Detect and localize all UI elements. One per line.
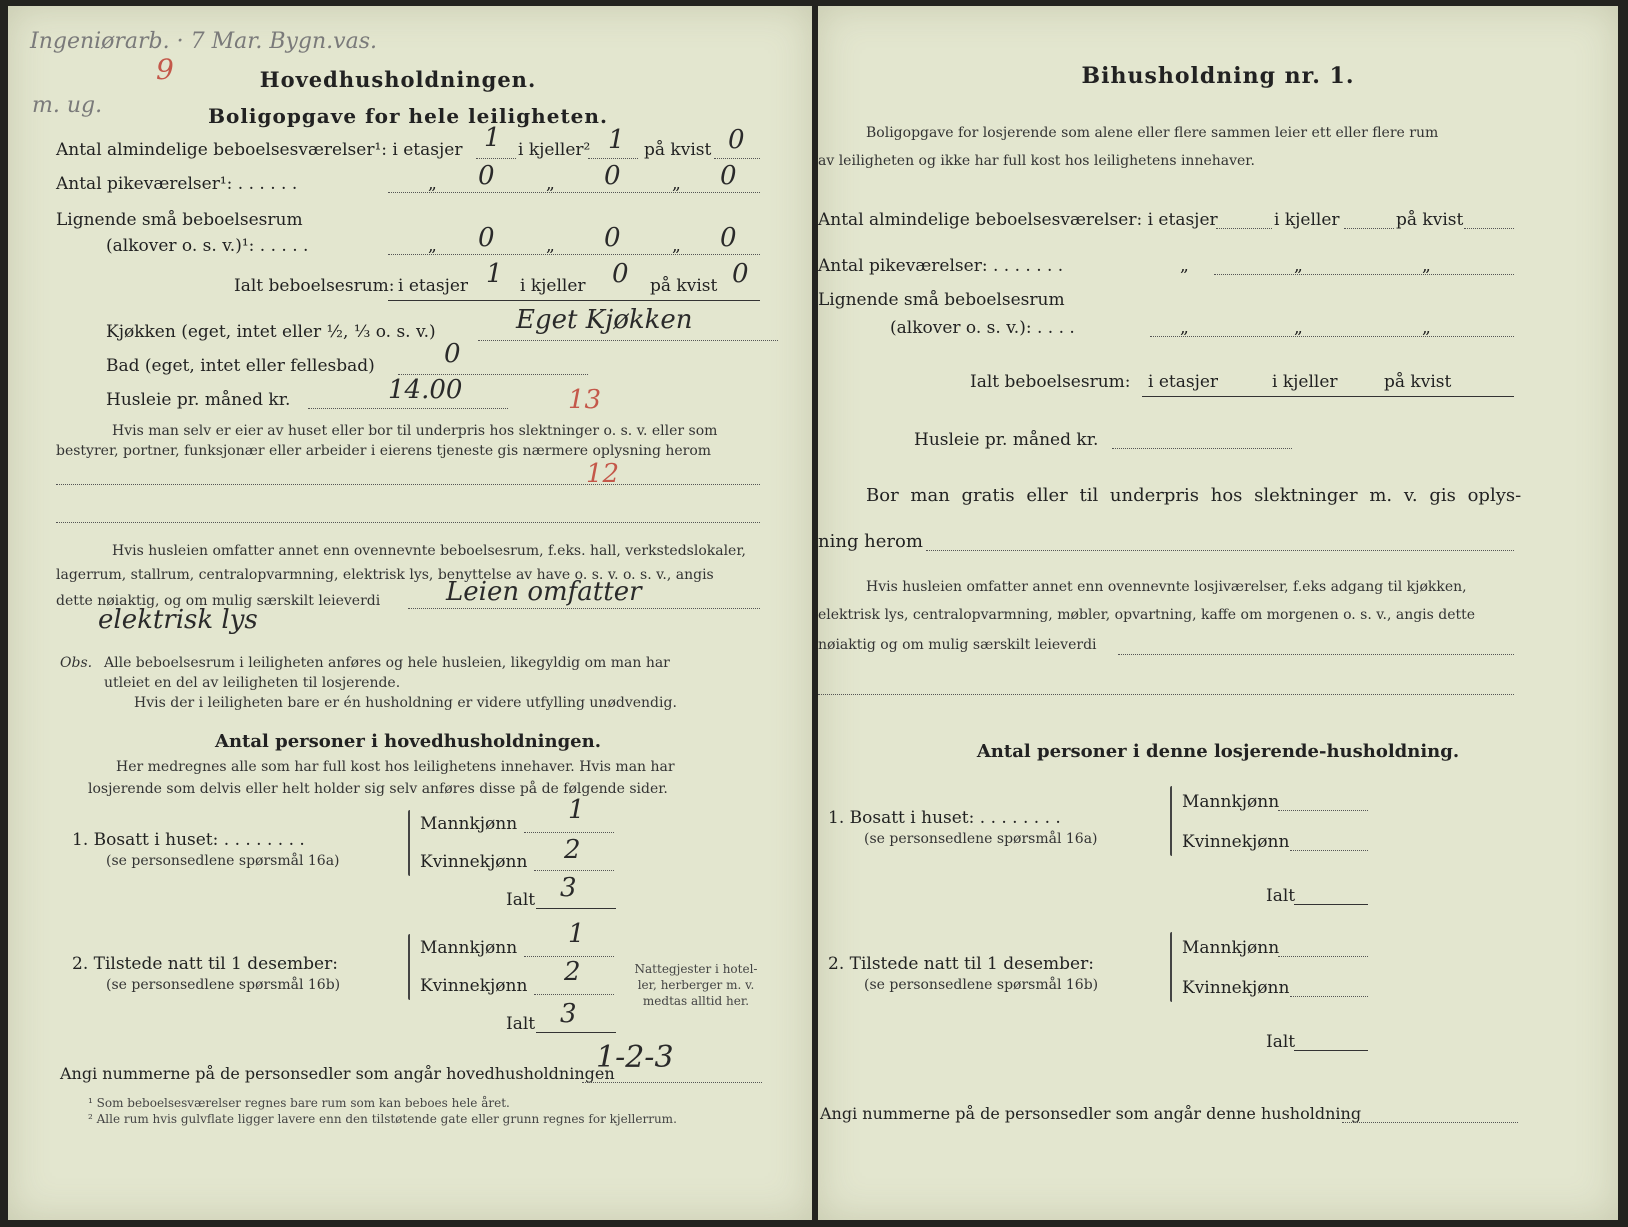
pike-label: Antal pikeværelser¹: . . . . . . <box>56 174 298 194</box>
lign-label: Lignende små beboelsesrum <box>56 210 303 230</box>
q1-kvinne-value: 2 <box>564 835 581 865</box>
red-mark-2: 12 <box>586 459 620 489</box>
page-title: Hovedhusholdningen. <box>259 67 537 92</box>
pike-value-1: 0 <box>478 161 495 191</box>
red-number: 9 <box>156 53 174 86</box>
kvist-label: på kvist <box>644 140 712 160</box>
kjokken-label: Kjøkken (eget, intet eller ½, ⅓ o. s. v.) <box>106 322 436 342</box>
omfatter-text-2: lagerrum, stallrum, centralopvarmning, elektrisk lys, benyttelse av have o. s. v. o. s. v., angis <box>56 567 714 583</box>
lign-label: Lignende små beboelsesrum <box>818 290 1065 310</box>
pencil-note-2: m. ug. <box>32 93 103 118</box>
q1-mann-value: 1 <box>568 795 585 825</box>
red-mark: 13 <box>568 385 602 415</box>
persons-title: Antal personer i denne losjerende-husholdning. <box>976 741 1460 762</box>
omfatter-text: Hvis husleien omfatter annet enn ovennevnte beboelsesrum, f.eks. hall, verkstedslokaler, <box>112 543 746 559</box>
gratis-text-2: ning herom <box>818 531 923 552</box>
q2-kvinne-value: 2 <box>564 957 581 987</box>
pike-label: Antal pikeværelser: . . . . . . . <box>818 256 1064 276</box>
nattegjester-note: Nattegjester i hotel- <box>634 962 758 976</box>
pike-value-3: 0 <box>720 161 737 191</box>
obs-text: Alle beboelsesrum i leiligheten anføres og hele husleien, likegyldig om man har <box>104 655 670 671</box>
lign-value-3: 0 <box>720 223 737 253</box>
rooms-kjeller-value: 1 <box>608 125 625 155</box>
rooms-etasjer-value: 1 <box>484 123 501 153</box>
husleie-label: Husleie pr. måned kr. <box>914 430 1099 450</box>
ialt-label: Ialt beboelsesrum: <box>234 276 395 296</box>
intro-text: Boligopgave for losjerende som alene eller flere sammen leier ett eller flere rum <box>866 125 1439 141</box>
omfatter-value-2: elektrisk lys <box>98 605 258 635</box>
rooms-label: Antal almindelige beboelsesværelser: i etasjer <box>818 210 1218 230</box>
q1-sub: (se personsedlene spørsmål 16a) <box>864 831 1098 847</box>
persons-text-2: losjerende som delvis eller helt holder sig selv anføres disse på de følgende sider. <box>88 781 668 797</box>
q1-sub: (se personsedlene spørsmål 16a) <box>106 853 340 869</box>
q2-sub: (se personsedlene spørsmål 16b) <box>106 977 341 993</box>
nummerne-label: Angi nummerne på de personsedler som angår hovedhusholdningen <box>60 1064 615 1083</box>
lign-label-2: (alkover o. s. v.)¹: . . . . . <box>106 236 309 256</box>
eier-text-2: bestyrer, portner, funksjonær eller arbeider i eierens tjeneste gis nærmere oplysning herom <box>56 443 712 459</box>
nummerne-value: 1-2-3 <box>596 1040 674 1075</box>
lign-value-1: 0 <box>478 223 495 253</box>
q2-mann-value: 1 <box>568 919 585 949</box>
q2-ialt-value: 3 <box>560 999 577 1029</box>
ialt-etasjer-value: 1 <box>486 259 503 289</box>
pike-value-2: 0 <box>604 161 621 191</box>
pencil-note: Ingeniørarb. · 7 Mar. Bygn.vas. <box>30 29 378 54</box>
ialt-label: Ialt beboelsesrum: <box>970 372 1131 392</box>
ialt-kjeller-value: 0 <box>612 259 629 289</box>
ialt-kvist-value: 0 <box>732 259 749 289</box>
right-page: Bihusholdning nr. 1. Boligopgave for losjerende som alene eller flere sammen leier ett eller flere rum av leiligheten og ikke har full kost hos leilighetens innehaver. Antal almindelige beboelsesværelser: i etasjer i kjeller på kvist Antal pikeværelser: . . . . . . . „ „ „ Lignende små beboelsesrum (alkover o. s. v.): . . . . „ „ „ Ialt beboelsesrum: i etasjer i kjeller på kvist Husleie pr. måned kr. Bor man gratis eller til underpris hos slektninger m. v. gis oplys- ning herom Hvis husleien omfatter annet enn ovennevnte losjiværelser, f.eks adgang til kjøkken, elektrisk lys, centralopvarmning, møbler, opvartning, kaffe om morgenen o. s. v., angis dette nøiaktig og om mulig særskilt leieverdi Antal personer i denne losjerende-husholdning. 1. Bosatt i huset: . . . . . . . . (se personsedlene spørsmål 16a) Mannkjønn Kvinnekjønn Ialt 2. Tilstede natt til 1 desember: (se personsedlene spørsmål 16b) Mannkjønn Kvinnekjønn Ialt Angi nummerne på de personsedler som angår denne husholdning <box>818 6 1618 1220</box>
rooms-label: Antal almindelige beboelsesværelser¹: i etasjer <box>56 140 463 160</box>
intro-text-2: av leiligheten og ikke har full kost hos leilighetens innehaver. <box>818 153 1255 169</box>
page-subtitle: Boligopgave for hele leiligheten. <box>208 104 608 128</box>
q1-ialt-value: 3 <box>560 873 577 903</box>
omfatter-text-3: dette nøiaktig, og om mulig særskilt leieverdi <box>56 593 381 609</box>
obs-label: Obs. <box>60 655 93 671</box>
q1-label: 1. Bosatt i huset: . . . . . . . . <box>828 808 1061 828</box>
q2-sub: (se personsedlene spørsmål 16b) <box>864 977 1099 993</box>
husleie-value: 14.00 <box>388 375 463 405</box>
bad-value: 0 <box>444 339 461 369</box>
lign-label-2: (alkover o. s. v.): . . . . <box>890 318 1075 338</box>
gratis-text: Bor man gratis eller til underpris hos slektninger m. v. gis oplys- <box>866 485 1522 506</box>
eier-text: Hvis man selv er eier av huset eller bor til underpris hos slektninger o. s. v. eller som <box>112 423 718 439</box>
footnote-1: ¹ Som beboelsesværelser regnes bare rum som kan beboes hele året. <box>88 1096 510 1110</box>
page-title: Bihusholdning nr. 1. <box>1081 63 1355 89</box>
kjeller-label: i kjeller² <box>518 140 591 160</box>
q2-label: 2. Tilstede natt til 1 desember: <box>828 954 1094 974</box>
omfatter-text-3: nøiaktig og om mulig særskilt leieverdi <box>818 637 1097 653</box>
omfatter-text: Hvis husleien omfatter annet enn ovennevnte losjiværelser, f.eks adgang til kjøkken, <box>866 579 1467 595</box>
lign-value-2: 0 <box>604 223 621 253</box>
bad-label: Bad (eget, intet eller fellesbad) <box>106 356 375 376</box>
obs-text-2: utleiet en del av leiligheten til losjerende. <box>104 675 401 691</box>
husleie-label: Husleie pr. måned kr. <box>106 390 291 410</box>
footnote-2: ² Alle rum hvis gulvflate ligger lavere enn den tilstøtende gate eller grunn regnes for kjellerrum. <box>88 1112 677 1126</box>
obs-text-3: Hvis der i leiligheten bare er én husholdning er videre utfylling unødvendig. <box>134 695 677 711</box>
rooms-kvist-value: 0 <box>728 125 745 155</box>
q2-label: 2. Tilstede natt til 1 desember: <box>72 954 338 974</box>
omfatter-text-2: elektrisk lys, centralopvarmning, møbler, opvartning, kaffe om morgenen o. s. v., angis dette <box>818 607 1476 623</box>
q1-label: 1. Bosatt i huset: . . . . . . . . <box>72 830 305 850</box>
omfatter-value: Leien omfatter <box>446 577 642 607</box>
nummerne-label: Angi nummerne på de personsedler som angår denne husholdning <box>820 1104 1362 1123</box>
persons-title: Antal personer i hovedhusholdningen. <box>214 731 601 752</box>
left-page: Ingeniørarb. · 7 Mar. Bygn.vas. m. ug. 9 Hovedhusholdningen. Boligopgave for hele leiligheten. Antal almindelige beboelsesværelser¹: i etasjer 1 i kjeller² 1 på kvist 0 Antal pikeværelser¹: . . . . . . „ „ „ 0 0 0 Lignende små beboelsesrum (alkover o. s. v.)¹: . . . . . „ „ „ 0 0 0 Ialt beboelsesrum: i etasjer 1 i kjeller 0 på kvist 0 Kjøkken (eget, intet eller ½, ⅓ o. s. v.) Eget Kjøkken Bad (eget, intet eller fellesbad) 0 Husleie pr. måned kr. 14.00 13 12 Hvis man selv er eier av huset eller bor til underpris hos slektninger o. s. v. eller som bestyrer, portner, funksjonær eller arbeider i eierens tjeneste gis nærmere oplysning herom Hvis husleien omfatter annet enn ovennevnte beboelsesrum, f.eks. hall, verkstedslokaler, lagerrum, stallrum, centralopvarmning, elektrisk lys, benyttelse av have o. s. v. o. s. v., angis dette nøiaktig, og om mulig særskilt leieverdi Leien omfatter elektrisk lys Obs. Alle beboelsesrum i leiligheten anføres og hele husleien, likegyldig om man har utleiet en del av leiligheten til losjerende. Hvis der i leiligheten bare er én husholdning er videre utfylling unødvendig. Antal personer i hovedhusholdningen. Her medregnes alle som har full kost hos leilighetens innehaver. Hvis man har losjerende som delvis eller helt holder sig selv anføres disse på de følgende sider. 1. Bosatt i huset: . . . . . . . . (se personsedlene spørsmål 16a) Mannkjønn 1 Kvinnekjønn 2 Ialt 3 2. Tilstede natt til 1 desember: (se personsedlene spørsmål 16b) Mannkjønn 1 Kvinnekjønn 2 Ialt 3 Nattegjester i hotel- ler, herberger m. v. medtas alltid her. Angi nummerne på de personsedler som angår hovedhusholdningen 1-2-3 ¹ Som beboelsesværelser regnes bare rum som kan beboes hele året. ² Alle rum hvis gulvflate ligger lavere enn den tilstøtende gate eller grunn regnes for kjellerrum. <box>8 6 812 1220</box>
persons-text: Her medregnes alle som har full kost hos leilighetens innehaver. Hvis man har <box>116 759 675 775</box>
kjokken-value: Eget Kjøkken <box>516 305 693 335</box>
